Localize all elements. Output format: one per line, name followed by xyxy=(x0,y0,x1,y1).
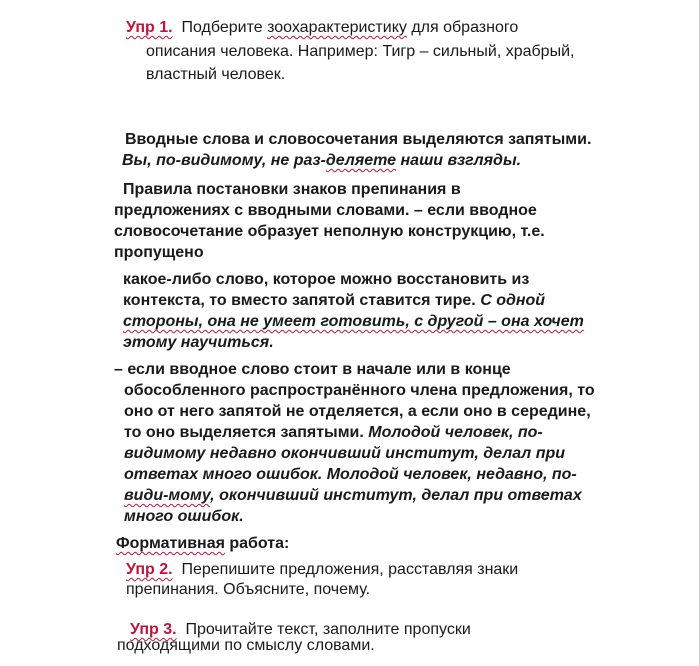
intro-rule: Вводные слова и словосочетания выделяются запятыми. xyxy=(125,131,592,148)
position-rule-text: то оно выделяется запятыми. xyxy=(124,424,369,441)
exercise-3-line-2: подходящими по смыслу словами. xyxy=(117,637,375,654)
dash-rule-example-end: этому научиться. xyxy=(123,334,274,351)
position-rule-wavy-word: види-мому xyxy=(124,487,211,504)
formative-heading-a: Формативная xyxy=(116,535,225,552)
position-rule-line-2: обособленного распространённого члена предложения, то xyxy=(124,382,595,399)
intro-example xyxy=(122,151,521,171)
exercise-2-line-1 xyxy=(126,560,518,580)
exercise-3-label: Упр 3. xyxy=(130,621,177,638)
exercise-2-text: Перепишите предложения, расставляя знаки xyxy=(181,561,519,578)
intro-example-c: наши взгляды. xyxy=(396,152,522,169)
intro-example-a: Вы, по-видимому, не раз- xyxy=(122,152,326,169)
position-rule-line-4 xyxy=(124,423,543,443)
rules-line-2: предложениях с вводными словами. – если вводное xyxy=(114,202,537,219)
rules-line-4: пропущено xyxy=(114,244,204,261)
formative-heading xyxy=(116,534,289,554)
position-rule-line-7 xyxy=(124,486,582,506)
exercise-1-keyword: зоохарактеристику xyxy=(267,19,407,36)
position-rule-example-start: Молодой человек, по- xyxy=(368,424,543,441)
position-rule-line-8: много ошибок. xyxy=(124,508,244,525)
position-rule-line-6: ответах много ошибок. Молодой человек, недавно, по- xyxy=(124,466,577,483)
exercise-1-label: Упр 1. xyxy=(126,19,173,36)
position-rule-line-5: видимому недавно окончивший институт, делал при xyxy=(124,445,566,462)
exercise-1-line-3: властный человек. xyxy=(146,66,286,83)
exercise-1 xyxy=(126,18,518,38)
position-rule-line-3: оно от него запятой не отделяется, а если оно в середине, xyxy=(124,403,591,420)
position-rule-line-1: – если вводное слово стоит в начале или в конце xyxy=(114,361,511,378)
exercise-1-text-c: для образного xyxy=(406,19,519,36)
dash-rule-example-start: С одной xyxy=(480,292,546,309)
dash-rule-line-1: какое-либо слово, которое можно восстановить из xyxy=(123,271,530,288)
exercise-1-line-2: описания человека. Например: Тигр – сильный, храбрый, xyxy=(146,43,575,60)
intro-example-b: деляете xyxy=(325,152,397,169)
exercise-1-text-a: Подберите xyxy=(181,19,268,36)
exercise-2-line-2: препинания. Объясните, почему. xyxy=(126,581,371,598)
rules-line-1: Правила постановки знаков препинания в xyxy=(123,181,461,198)
dash-rule-example-line: стороны, она не умеет готовить, с другой – она хочет xyxy=(123,313,584,330)
dash-rule-text: контекста, то вместо запятой ставится тире. xyxy=(123,292,481,309)
exercise-3-text: Прочитайте текст, заполните пропуски xyxy=(185,621,471,638)
exercise-2-label: Упр 2. xyxy=(126,561,173,578)
formative-heading-b: работа: xyxy=(224,535,290,552)
position-rule-line-7-rest: , окончивший институт, делал при ответах xyxy=(210,487,582,504)
rules-line-3: словосочетание образует неполную конструкцию, т.е. xyxy=(114,223,545,240)
dash-rule-line-2 xyxy=(123,291,545,311)
